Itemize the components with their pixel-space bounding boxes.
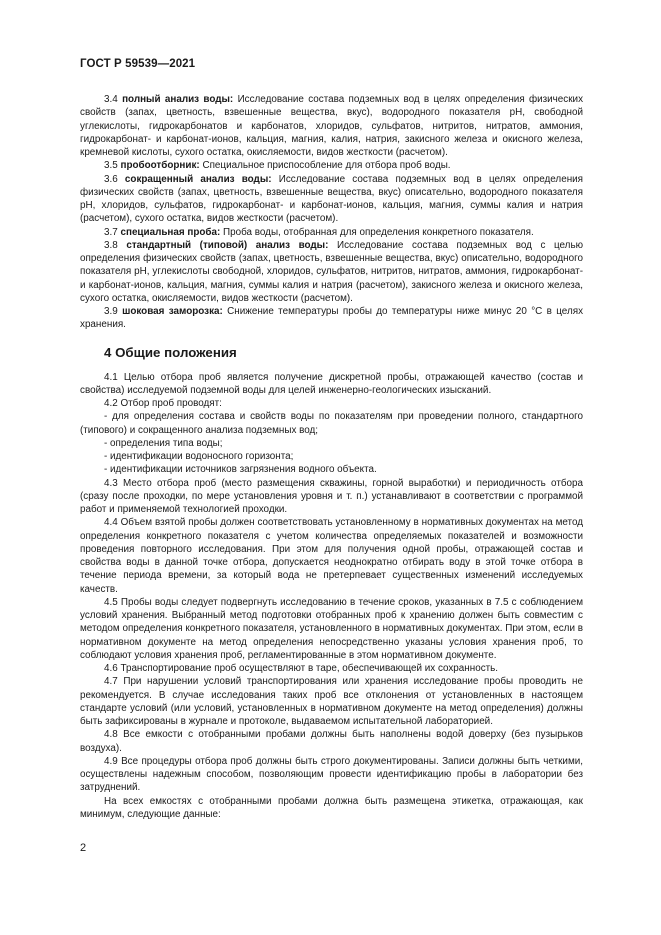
term-definition: Снижение температуры пробы до температуры ниже минус 20 °С в целях хранения.	[80, 306, 584, 331]
page-number: 2	[80, 842, 87, 854]
term-number: 3.4	[104, 94, 118, 105]
term-3-9	[80, 305, 583, 332]
paragraph-4-4: 4.4 Объем взятой пробы должен соответствовать установленному в нормативных документах на метод определения конкретного показателя с учетом количества определяемых показателей и возможности проведения повторного исследования. При этом для получения одной пробы, отражающей состав и свойства воды в данной точке отбора, допускается неоднократно отбирать воду в этой точке отбора в течение периода времени, за который вода не претерпевает существенных изменений исследуемых качеств.	[80, 517, 583, 595]
term-3-8	[80, 239, 583, 305]
term-3-6	[80, 173, 583, 226]
paragraph-4-6: 4.6 Транспортирование проб осуществляют в таре, обеспечивающей их сохранность.	[104, 663, 499, 674]
paragraph-4-7: 4.7 При нарушении условий транспортирования или хранения исследование пробы проводить не рекомендуется. В случае исследования таких проб все отклонения от установленных в настоящем стандарте условий (или условий, установленных в нормативном документе на метод определения) должны быть зафиксированы в журнале и протоколе, выдаваемом испытательной лабораторией.	[80, 676, 583, 727]
term-3-7	[80, 226, 583, 239]
term-definition: Исследование состава подземных вод с целью определения физических свойств (запах, цветность, взвешенные вещества, вкус) описательно, водородного показателя рН, углекислоты свободной, хлоридов, сульфатов, нитритов, нитратов, аммония, гидрокарбонат- и карбонат-ионов, кальция, магния, суммы калия и натрия (расчетом), закисного железа и окисного железа, сухого остатка, окисляемости, видов жесткости (расчетом).	[80, 239, 583, 304]
term-definition: Исследование состава подземных вод в целях определения физических свойств (запах, цветность, взвешенные вещества, вкус), водородного показателя рН, свободной углекислоты, гидрокарбонатов и карбонатов, хлоридов, сульфатов, нитритов, нитратов, аммония, гидрокарбонат- и карбонат-ионов, кальция, магния, калия, натрия, закисного железа и окисного железа, кремневой кислоты, сухого остатка, окисляемости, видов жесткости (расчетом).	[80, 94, 584, 158]
term-name: полный анализ воды:	[122, 94, 234, 105]
term-definition: Проба воды, отобранная для определения конкретного показателя.	[223, 226, 534, 238]
paragraph-4-8: 4.8 Все емкости с отобранными пробами должны быть наполнены водой доверху (без пузырьков воздуха).	[80, 729, 583, 754]
term-name: сокращенный анализ воды:	[124, 173, 272, 185]
term-definition: Специальное приспособление для отбора проб воды.	[202, 160, 451, 172]
term-number: 3.6	[104, 173, 118, 185]
list-item: - идентификации источников загрязнения водного объекта.	[104, 464, 377, 476]
term-number: 3.5	[104, 160, 118, 172]
term-3-5	[80, 159, 583, 172]
document-body	[80, 93, 583, 821]
paragraph-label-requirements: На всех емкостях с отобранными пробами должна быть размещена этикетка, отражающая, как минимум, следующие данные:	[80, 795, 583, 820]
term-name: шоковая заморозка:	[122, 306, 223, 317]
paragraph-4-1: 4.1 Целью отбора проб является получение дискретной пробы, отражающей качество (состав и свойства) исследуемой подземной воды для целей инженерно-геологических изысканий.	[80, 371, 583, 396]
document-header-standard: ГОСТ Р 59539—2021	[80, 58, 196, 70]
term-name: специальная проба:	[120, 226, 221, 238]
term-definition: Исследование состава подземных вод в целях определения физических свойств (запах, цветность, взвешенные вещества, вкус) описательно, водородного показателя рН, хлоридов, сульфатов, гидрокарбонат- и карбонат-ионов, кальция, магния, суммы калия и натрия (расчетом), сухого остатка, видов жесткости (расчетом).	[80, 173, 584, 225]
list-item: - идентификации водоносного горизонта;	[104, 451, 294, 462]
term-3-4	[80, 93, 583, 159]
list-item: - определения типа воды;	[104, 437, 223, 449]
paragraph-4-3: 4.3 Место отбора проб (место размещения скважины, горной выработки) и периодичность отбора (сразу после проходки, по мере установления уровня и т. п.) устанавливают в соответствии с программой работ и применяемой технологией проходки.	[80, 477, 583, 515]
paragraph-4-9: 4.9 Все процедуры отбора проб должны быть строго документированы. Записи должны быть четкими, осуществлены надежным способом, позволяющим провести идентификацию пробы в лаборатории без затруднений.	[80, 755, 583, 794]
term-name: стандартный (типовой) анализ воды:	[126, 239, 329, 251]
paragraph-4-2: 4.2 Отбор проб проводят:	[104, 398, 222, 409]
term-name: пробоотборник:	[120, 160, 200, 172]
term-number: 3.9	[104, 306, 118, 317]
term-number: 3.7	[104, 226, 118, 238]
list-item: - для определения состава и свойств воды по показателям при проведении полного, стандартного (типового) и сокращенного анализа подземных вод;	[80, 411, 583, 436]
section-4-heading: 4 Общие положения	[104, 344, 237, 360]
paragraph-4-5: 4.5 Пробы воды следует подвергнуть исследованию в течение сроков, указанных в 7.5 с соблюдением условий хранения. Выбранный метод подготовки отобранных проб к хранению должен быть совместим с методом определения конкретного показателя, установленного в нормативных документах. При этом, если в нормативном документе на метод определения непосредственно указаны условия хранения проб, то соблюдают условия хранения проб, регламентированные в этом нормативном документе.	[80, 596, 583, 661]
term-number: 3.8	[104, 239, 118, 251]
